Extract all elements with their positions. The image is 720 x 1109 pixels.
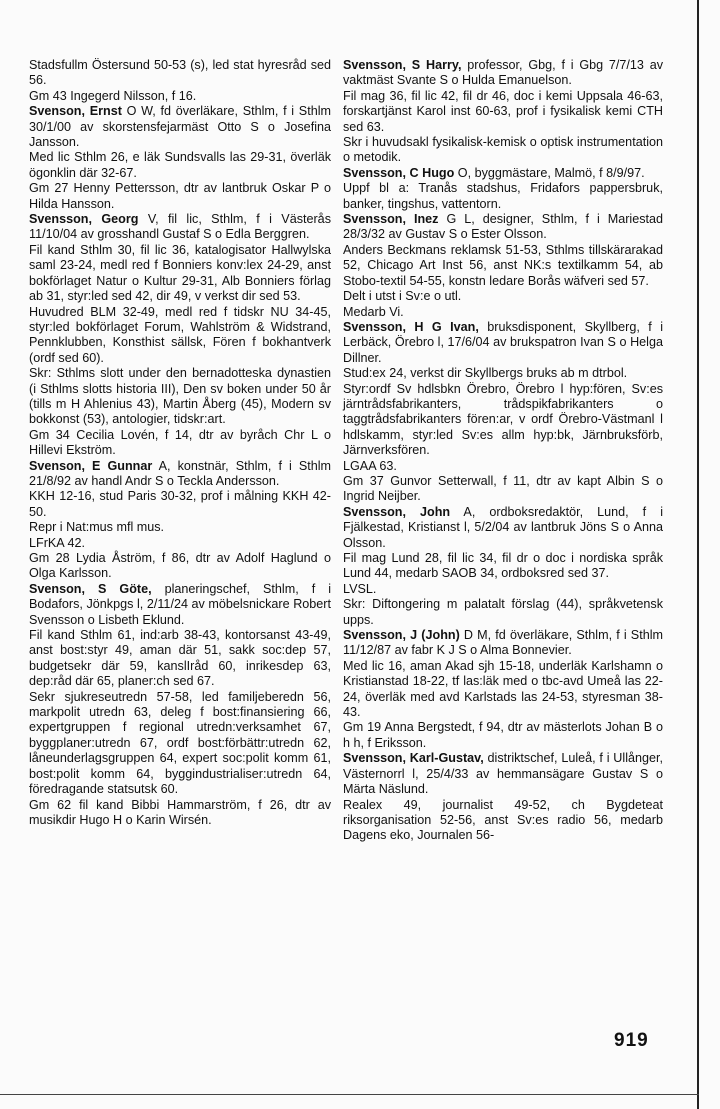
entry-surname: Svensson, <box>343 628 406 643</box>
page-bottom-rule <box>0 1094 699 1095</box>
entry-surname: Svensson, <box>343 212 406 227</box>
entry-paragraph: KKH 12-16, stud Paris 30-32, prof i målning KKH 42-50. <box>29 489 331 519</box>
biography-entry-heading <box>29 459 331 490</box>
biography-entry-heading <box>343 505 663 551</box>
biography-entry-heading <box>29 212 331 243</box>
entry-surname: Svensson, <box>343 751 406 766</box>
entry-surname: Svensson, <box>343 58 406 72</box>
entry-paragraph: Anders Beckmans reklamsk 51-53, Sthlms tillskärarakad 52, Chicago Art Inst 56, anst NK:s textilkamm 54, ab Stobo-textil 54-55, konstn ledare Borås wäfveri sed 57. <box>343 242 663 288</box>
entry-details: planeringschef, Sthlm, f i Bodafors, Jönkpgs l, 2/11/24 av möbelsnickare Robert Svensson o Lisbeth Eklund. <box>29 581 331 627</box>
entry-paragraph: Med lic Sthlm 26, e läk Sundsvalls las 29-31, överläk ögonklin där 32-67. <box>29 150 331 180</box>
entry-surname: Svenson, <box>29 458 85 473</box>
biography-entry-heading <box>29 104 331 150</box>
entry-paragraph: Gm 19 Anna Bergstedt, f 94, dtr av mästerlots Johan B o h h, f Eriksson. <box>343 720 663 750</box>
entry-first-name: J (John) <box>410 628 460 643</box>
entry-paragraph: Gm 37 Gunvor Setterwall, f 11, dtr av kapt Albin S o Ingrid Neijber. <box>343 473 663 504</box>
entry-paragraph: Skr i huvudsakl fysikalisk-kemisk o optisk instrumentation o metodik. <box>343 135 663 165</box>
entry-paragraph: LGAA 63. <box>343 458 397 473</box>
entry-surname: Svensson, <box>343 504 406 519</box>
biography-entry-heading <box>343 751 663 797</box>
entry-paragraph: LVSL. <box>343 581 377 596</box>
entry-details: bruksdisponent, Skyllberg, f i Lerbäck, Örebro l, 17/6/04 av brukspatron Ivan S o Helga Dillner. <box>343 319 664 365</box>
entry-paragraph: Fil kand Sthlm 30, fil lic 36, katalogisator Hallwylska saml 23-24, medl red f Bonniers konv:lex 24-29, anst bokförlaget Natur o Kultur 29-31, Alb Bonniers förlag ab 31, styr:led sed 42, dir 49, v verkst dir sed 53. <box>29 242 331 304</box>
entry-paragraph: Gm 27 Henny Pettersson, dtr av lantbruk Oskar P o Hilda Hansson. <box>29 181 331 211</box>
entry-first-name: Inez <box>413 212 439 227</box>
biography-entry-heading <box>343 628 663 659</box>
entry-paragraph: Fil mag Lund 28, fil lic 34, fil dr o doc i nordiska språk Lund 44, medarb SAOB 34, ordboksred sed 37. <box>343 551 663 581</box>
entry-surname: Svenson, <box>29 581 85 596</box>
entry-paragraph: Med lic 16, aman Akad sjh 15-18, underläk Karlshamn o Kristianstad 18-22, tf las:läk med o tbc-avd Umeå las 22-24, överläk med avd Karlstads las 24-53, styresman 38-43. <box>343 658 663 720</box>
entry-paragraph: Uppf bl a: Tranås stadshus, Fridafors pappersbruk, banker, tingshus, vattentorn. <box>343 181 663 211</box>
biography-entry-heading <box>343 212 663 243</box>
entry-paragraph: Gm 28 Lydia Åström, f 86, dtr av Adolf Haglund o Olga Karlsson. <box>29 551 331 581</box>
entry-first-name: S Göte, <box>98 581 152 596</box>
biography-entry-heading <box>343 166 663 181</box>
entry-paragraph: Skr: Diftongering m palatalt förslag (44), språkvetensk upps. <box>343 597 663 627</box>
entry-details: D M, fd överläkare, Sthlm, f i Sthlm 11/12/87 av fabr K J S o Alma Bonnevier. <box>343 628 664 658</box>
entry-first-name: Ernst <box>89 104 122 119</box>
entry-first-name: E Gunnar <box>92 458 153 473</box>
entry-paragraph: Stadsfullm Östersund 50-53 (s), led stat hyresråd sed 56. <box>29 58 331 88</box>
entry-paragraph: Medarb Vi. <box>343 304 404 319</box>
entry-details: G L, designer, Sthlm, f i Mariestad 28/3/32 av Gustav S o Ester Olsson. <box>343 212 664 242</box>
entry-paragraph: Huvudred BLM 32-49, medl red f tidskr NU 34-45, styr:led bokförlaget Forum, Wahlström & Widstrand, Pennklubben, Konsthist sällsk, Fören f bokhantverk (ordf sed 60). <box>29 304 331 365</box>
entry-paragraph: LFrKA 42. <box>29 535 86 550</box>
page-edge-rule <box>697 0 699 1109</box>
entry-first-name: Georg <box>101 212 139 227</box>
entry-details: O, byggmästare, Malmö, f 8/9/97. <box>454 165 645 180</box>
entry-first-name: H G Ivan, <box>414 319 479 334</box>
entry-first-name: Karl-Gustav, <box>409 751 484 766</box>
entry-paragraph: Styr:ordf Sv hdlsbkn Örebro, Örebro l hyp:fören, Sv:es järntrådsfabrikanters, trådspikfabrikanters o taggtrådsfabrikanters fören:ar, v ordf Örebro-Västmanl l hdlskamm, styr:led Sv:es allm hyp:bk, Järnbruksförb, Järnverksfören. <box>343 381 663 458</box>
entry-details: V, fil lic, Sthlm, f i Västerås 11/10/04 av grosshandl Gustaf S o Edla Berggren. <box>29 212 331 242</box>
entry-details: A, konstnär, Sthlm, f i Sthlm 21/8/92 av handl Andr S o Teckla Andersson. <box>29 458 332 488</box>
entry-details: professor, Gbg, f i Gbg 7/7/13 av vaktmäst Svante S o Hulda Emanuelson. <box>343 58 664 88</box>
entry-paragraph: Stud:ex 24, verkst dir Skyllbergs bruks ab m dtrbol. <box>343 366 628 381</box>
entry-first-name: S Harry, <box>411 58 462 72</box>
entry-first-name: John <box>420 504 451 519</box>
entry-details: distriktschef, Luleå, f i Ullånger, Västernorrl l, 25/4/33 av hemmansägare Gustav S o Märta Näslund. <box>343 751 664 797</box>
biography-entry-heading <box>29 582 331 628</box>
entry-paragraph: Gm 34 Cecilia Lovén, f 14, dtr av byråch Chr L o Hillevi Ekström. <box>29 427 331 458</box>
entry-paragraph: Gm 43 Ingegerd Nilsson, f 16. <box>29 88 197 103</box>
entry-paragraph: Repr i Nat:mus mfl mus. <box>29 520 165 535</box>
entry-details: O W, fd överläkare, Sthlm, f i Sthlm 30/1/00 av skorstensfejarmäst Otto S o Josefina Jansson. <box>29 104 331 150</box>
entry-surname: Svenson, <box>29 104 85 119</box>
entry-paragraph: Sekr sjukreseutredn 57-58, led familjeberedn 56, markpolit utredn 63, deleg f bost:finansiering 66, expertgruppen f regional utredn:verksamhet 67, byggplaner:utredn 67, ordf bost:förbättr:utredn 62, låneunderlagsgruppen 64, expert soc:polit komm 61, bost:polit komm 64, byggindustrialiser:utredn 64, föredragande statsutsk 60. <box>29 689 331 797</box>
entry-paragraph: Gm 62 fil kand Bibbi Hammarström, f 26, dtr av musikdir Hugo H o Karin Wirsén. <box>29 797 331 827</box>
entry-surname: Svensson, <box>343 319 406 334</box>
entry-surname: Svensson, <box>29 212 92 227</box>
biography-entry-heading <box>343 58 663 89</box>
entry-details: A, ordboksredaktör, Lund, f i Fjälkestad, Kristianst l, 5/2/04 av lantbruk Jöns S o Anna Olsson. <box>343 504 663 550</box>
left-column <box>29 58 331 828</box>
right-column <box>343 58 663 844</box>
entry-paragraph: Delt i utst i Sv:e o utl. <box>343 289 462 304</box>
entry-paragraph: Realex 49, journalist 49-52, ch Bygdeteat riksorganisation 52-56, anst Sv:es radio 56, medarb Dagens eko, Journalen 56- <box>343 797 663 843</box>
entry-paragraph: Fil kand Sthlm 61, ind:arb 38-43, kontorsanst 43-49, anst bost:styr 49, aman där 51, sakk soc:dep 57, budgetsekr där 59, kanslIråd 60, inrikesdep 63, dep:råd där 65, planer:ch sed 67. <box>29 628 331 689</box>
biography-entry-heading <box>343 320 663 366</box>
entry-first-name: C Hugo <box>409 165 455 180</box>
entry-surname: Svensson, <box>343 165 406 180</box>
page-number: 919 <box>614 1030 649 1051</box>
entry-paragraph: Fil mag 36, fil lic 42, fil dr 46, doc i kemi Uppsala 46-63, forskartjänst Karol inst 60-63, prof i fysikalisk kemi CTH sed 63. <box>343 88 663 134</box>
entry-paragraph: Skr: Sthlms slott under den bernadotteska dynastien (i Sthlms slotts historia III), Den sv boken under 50 år (tills m H Ahlenius 43), Martin Åberg (45), Modern sv bokkonst (53), antologier, tidskr:art. <box>29 366 331 427</box>
